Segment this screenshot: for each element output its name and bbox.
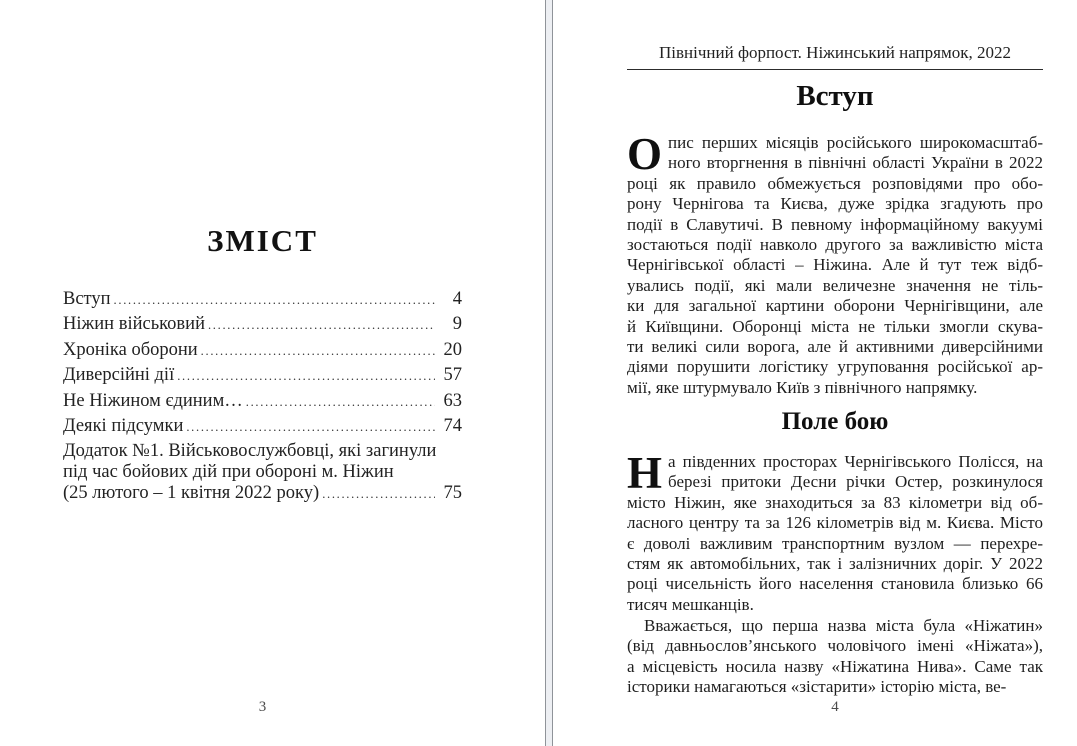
toc-entry <box>63 314 462 336</box>
toc-entry-label: Ніжин військовий <box>63 314 205 335</box>
toc-page-number: 57 <box>443 365 462 386</box>
text-line: році як правило обмежується розповідями про обо- <box>627 173 1043 193</box>
toc-entry <box>63 416 462 438</box>
running-header: Північний форпост. Ніжинський напрямок, 2022 <box>659 43 1011 62</box>
section-title: Поле бою <box>781 408 889 435</box>
text-line: році чисельність його населення становила близько 66 <box>627 574 1043 594</box>
toc-page-number: 4 <box>452 289 462 309</box>
text-line: ного вторгнення в північні області України в 2022 <box>668 153 1043 173</box>
toc-entry-text: під час бойових дій при обороні м. Ніжин <box>63 461 394 482</box>
paragraph-lines <box>627 448 1043 615</box>
toc-page-number: 63 <box>443 390 462 411</box>
text-line: увались події, які мали величезне значення не тіль- <box>627 275 1043 295</box>
text-line: ласного центру та за 126 кілометрів від м. Києва. Місто <box>627 513 1043 533</box>
toc-page-number: 9 <box>452 314 462 335</box>
toc-dot-leader <box>186 416 435 438</box>
text-line: а південних просторах Чернігівського Полісся, на <box>668 452 1043 471</box>
toc-entry <box>63 340 462 362</box>
text-line: пис перших місяців російського широкомасштаб- <box>668 133 1043 152</box>
toc-entry-label: Не Ніжином єдиним… <box>63 390 243 411</box>
paragraph-intro <box>627 129 1043 398</box>
paragraph-lines <box>627 616 1043 698</box>
right-page-content <box>627 0 1043 746</box>
paragraph-lines <box>627 129 1043 398</box>
header-rule <box>627 69 1043 70</box>
toc-entry-label: Вступ <box>63 289 111 309</box>
page-divider <box>545 0 553 746</box>
text-line: є доволі важливим транспортним вузлом — перехре- <box>627 533 1043 553</box>
paragraph-battlefield <box>627 448 1043 615</box>
text-line: рону Чернігова та Києва, дуже зрідка згадують про <box>627 194 1043 214</box>
toc-dot-leader <box>177 365 435 387</box>
table-of-contents <box>63 289 462 508</box>
right-page-number: 4 <box>831 699 839 715</box>
toc-dot-leader <box>201 340 435 362</box>
toc-dot-leader <box>114 289 435 311</box>
toc-entry-label: Деякі підсумки <box>63 415 184 436</box>
text-line: ти великі сили ворога, але й активними диверсійними <box>627 337 1043 357</box>
toc-entry-text: Додаток №1. Військовослужбовці, які загинули <box>63 441 437 462</box>
text-line: Чернігівської області – Ніжина. Але й тут теж відб- <box>627 255 1043 275</box>
text-line: ки для загальної картини оборони Чернігівщини, але <box>627 296 1043 316</box>
toc-dot-leader <box>322 483 435 505</box>
toc-entry-line <box>63 462 462 483</box>
text-line: місто Ніжин, яке знаходиться за 83 кілометри від об- <box>627 492 1043 512</box>
toc-entry <box>63 391 462 413</box>
text-line: історики намагаються «зістарити» історію міста, ве- <box>627 677 1007 697</box>
text-line: стям як автомобільних, так і залізничних доріг. У 2022 <box>627 554 1043 574</box>
toc-title: ЗМІСТ <box>207 223 318 258</box>
drop-cap: Н <box>627 448 663 498</box>
text-line: мії, яке штурмувало Київ з північного напрямку. <box>627 377 978 397</box>
toc-entry-label: Диверсійні дії <box>63 365 175 386</box>
toc-entry <box>63 483 462 505</box>
paragraph-city-name <box>627 616 1043 698</box>
chapter-title: Вступ <box>796 80 874 112</box>
toc-dot-leader <box>246 391 435 413</box>
text-line: березі притоки Десни річки Остер, розкинулося <box>668 472 1043 492</box>
toc-entry-label: (25 лютого – 1 квітня 2022 року) <box>63 482 320 503</box>
toc-page-number: 75 <box>443 482 462 503</box>
text-line: діями порушити логістику угруповання російської ар- <box>627 357 1043 377</box>
drop-cap: О <box>627 129 663 179</box>
toc-entry-label: Хроніка оборони <box>63 339 198 360</box>
text-line: а місцевість носила назву «Ніжатина Нива». Саме так <box>627 656 1043 676</box>
text-line: Вважається, що перша назва міста була «Ніжатин» <box>644 616 1043 635</box>
toc-dot-leader <box>208 314 435 336</box>
toc-entry <box>63 289 462 311</box>
right-page <box>553 0 1077 746</box>
toc-entry <box>63 365 462 387</box>
text-line: (від давньослов’янського чоловічого імені «Ніжата»), <box>627 636 1043 656</box>
text-line: зостаються події навколо другого за важливістю міста <box>627 235 1043 255</box>
toc-page-number: 74 <box>443 415 462 436</box>
text-line: тисяч мешканців. <box>627 594 754 614</box>
toc-page-number: 20 <box>443 339 462 360</box>
text-line: й Київщини. Оборонці міста не тільки змогли скува- <box>627 316 1043 336</box>
left-page-number: 3 <box>258 699 267 715</box>
text-line: події в Славутичі. В певному інформаційному вакуумі <box>627 214 1043 234</box>
toc-entry-line <box>63 441 462 462</box>
